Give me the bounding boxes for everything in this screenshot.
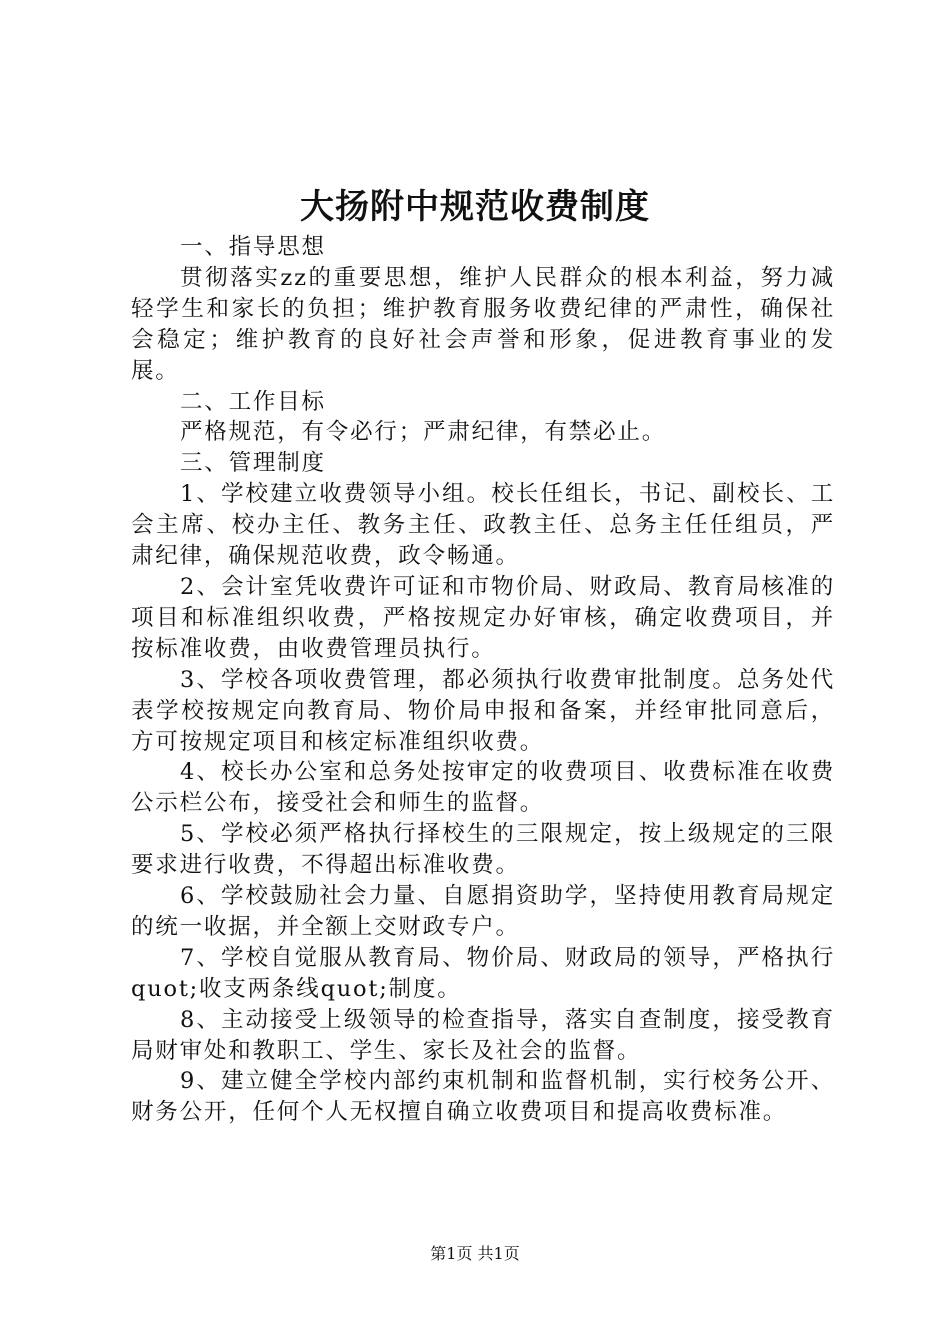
rule-item-8: 8、主动接受上级领导的检查指导，落实自查制度，接受教育局财审处和教职工、学生、家长及社会的监督。 bbox=[131, 1006, 835, 1064]
rule-item-4: 4、校长办公室和总务处按审定的收费项目、收费标准在收费公示栏公布，接受社会和师生的监督。 bbox=[131, 759, 835, 817]
section-heading-guiding-ideology: 一、指导思想 bbox=[180, 234, 326, 260]
rule-item-7: 7、学校自觉服从教育局、物价局、财政局的领导，严格执行quot;收支两条线quot;制度。 bbox=[131, 944, 835, 1002]
section-heading-management-system: 三、管理制度 bbox=[180, 450, 326, 477]
paragraph-guiding-ideology: 贯彻落实zz的重要思想，维护人民群众的根本利益，努力减轻学生和家长的负担；维护教育服务收费纪律的严肃性，确保社会稳定；维护教育的良好社会声誉和形象，促进教育事业的发展。 bbox=[131, 264, 835, 384]
rule-item-2: 2、会计室凭收费许可证和市物价局、财政局、教育局核准的项目和标准组织收费，严格按规定办好审核，确定收费项目，并按标准收费，由收费管理员执行。 bbox=[131, 573, 835, 662]
rule-item-6: 6、学校鼓励社会力量、自愿捐资助学，坚持使用教育局规定的统一收据，并全额上交财政专户。 bbox=[131, 883, 835, 940]
document-title: 大扬附中规范收费制度 bbox=[300, 187, 650, 227]
section-heading-work-goals: 二、工作目标 bbox=[180, 388, 326, 415]
paragraph-work-goals: 严格规范，有令必行；严肃纪律，有禁必止。 bbox=[180, 419, 667, 446]
page-footer: 第1页 共1页 bbox=[430, 1244, 520, 1263]
rule-item-3: 3、学校各项收费管理，都必须执行收费审批制度。总务处代表学校按规定向教育局、物价局申报和备案，并经审批同意后，方可按规定项目和核定标准组织收费。 bbox=[131, 666, 835, 755]
rule-item-5: 5、学校必须严格执行择校生的三限规定，按上级规定的三限要求进行收费，不得超出标准收费。 bbox=[131, 821, 835, 879]
document-body bbox=[131, 232, 835, 1128]
rule-item-1: 1、学校建立收费领导小组。校长任组长，书记、副校长、工会主席、校办主任、教务主任、政教主任、总务主任任组员，严肃纪律，确保规范收费，政令畅通。 bbox=[131, 481, 835, 570]
rule-item-9: 9、建立健全学校内部约束机制和监督机制，实行校务公开、财务公开，任何个人无权擅自确立收费项目和提高收费标准。 bbox=[131, 1068, 835, 1126]
